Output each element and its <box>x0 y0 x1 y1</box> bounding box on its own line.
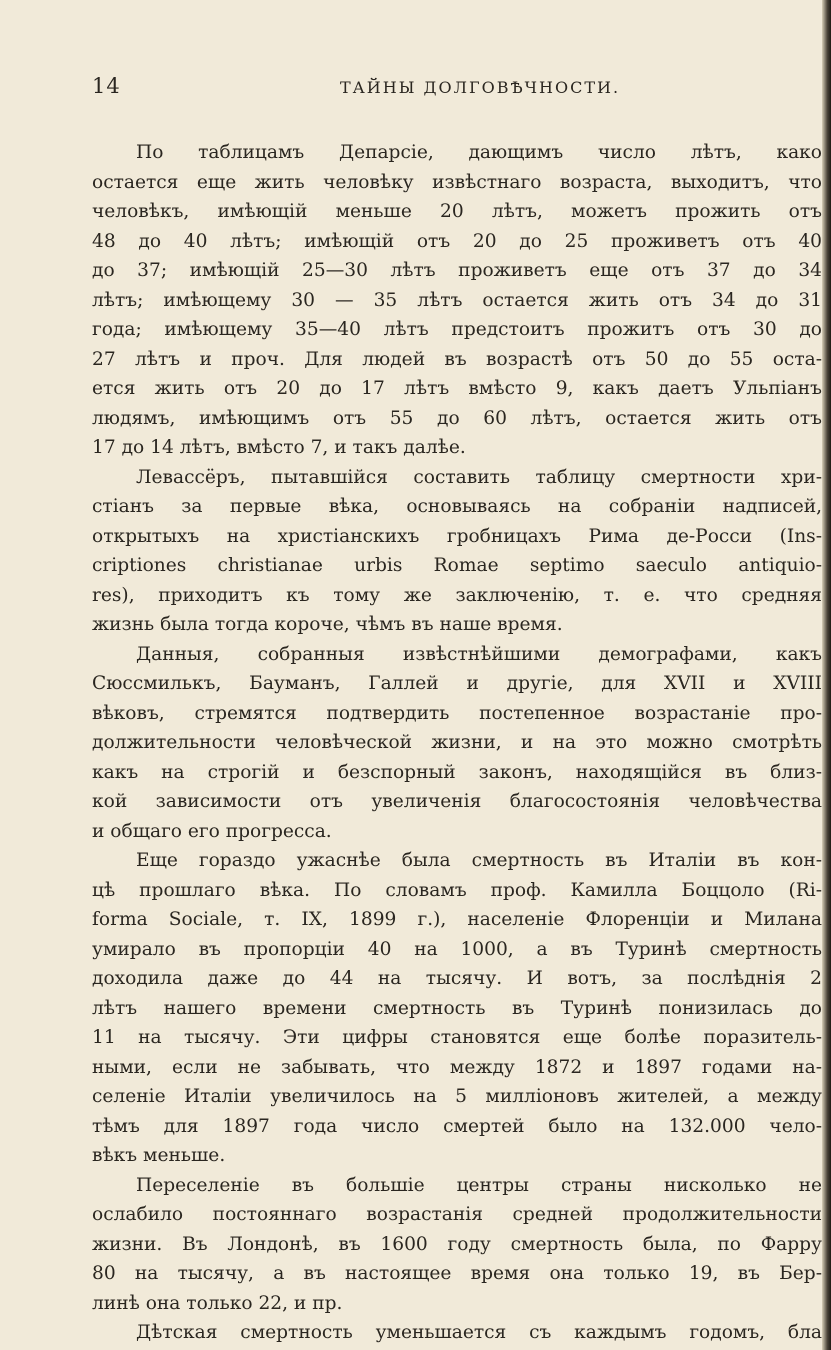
text-line: должительности человѣческой жизни, и на это можно смотрѣть <box>92 732 822 753</box>
text-line: 17 до 14 лѣтъ, вмѣсто 7, и такъ далѣе. <box>92 437 466 458</box>
text-line: ослабило постояннаго возрастанія средней продолжительности <box>92 1204 822 1225</box>
text-line: какъ на строгій и безспорный законъ, находящійся въ близ- <box>92 761 822 783</box>
text-line: Дѣтская смертность уменьшается съ каждымъ годомъ, бла <box>136 1322 822 1343</box>
text-line: 27 лѣтъ и проч. Для людей въ возрастѣ отъ 50 до 55 оста- <box>92 348 822 370</box>
body-text <box>92 138 822 1348</box>
text-line: селеніе Италіи увеличилось на 5 милліоновъ жителей, а между <box>92 1086 822 1107</box>
text-line: Переселеніе въ большіе центры страны нисколько не <box>136 1174 822 1196</box>
text-line: Данныя, собранныя извѣстнѣйшими демографами, какъ <box>136 643 822 665</box>
page-number: 14 <box>92 74 121 98</box>
text-line: цѣ прошлаго вѣка. По словамъ проф. Камилла Боццоло (Ri- <box>92 879 822 901</box>
running-title: ТАЙНЫ ДОЛГОВѢЧНОСТИ. <box>340 78 621 97</box>
page-header <box>92 74 814 104</box>
text-line: открытыхъ на христіанскихъ гробницахъ Рима де-Росси (Ins- <box>92 525 822 547</box>
text-line: вѣковъ, стремятся подтвердить постепенное возрастаніе про- <box>92 702 822 724</box>
text-line: Еще гораздо ужаснѣе была смертность въ Италіи въ кон- <box>136 850 822 871</box>
text-line: По таблицамъ Депарсіе, дающимъ число лѣтъ, како <box>136 142 822 163</box>
text-line: доходила даже до 44 на тысячу. И вотъ, за послѣднія 2 <box>92 968 822 989</box>
page-edge-shadow <box>822 0 831 1350</box>
text-line: до 37; имѣющій 25—30 лѣтъ проживетъ еще отъ 37 до 34 <box>92 260 822 281</box>
text-line: ется жить отъ 20 до 17 лѣтъ вмѣсто 9, какъ даетъ Ульпіанъ <box>92 378 822 399</box>
text-line: res), приходитъ къ тому же заключенію, т. е. что средняя <box>92 584 822 606</box>
text-line: линѣ она только 22, и пр. <box>92 1292 343 1314</box>
text-line: людямъ, имѣющимъ отъ 55 до 60 лѣтъ, остается жить отъ <box>92 407 822 429</box>
text-line: 80 на тысячу, а въ настоящее время она только 19, въ Бер- <box>92 1263 822 1284</box>
text-line: остается еще жить человѣку извѣстнаго возраста, выходитъ, что <box>92 171 822 193</box>
text-line: лѣтъ; имѣющему 30 — 35 лѣтъ остается жить отъ 34 до 31 <box>92 289 822 311</box>
text-line: и общаго его прогресса. <box>92 820 332 842</box>
text-line: Сюссмилькъ, Бауманъ, Галлей и другіе, для XVII и XVIII <box>92 673 822 694</box>
text-line: лѣтъ нашего времени смертность въ Туринѣ понизилась до <box>92 997 822 1019</box>
text-line: ными, если не забывать, что между 1872 и 1897 годами на- <box>92 1056 822 1078</box>
text-line: жизни. Въ Лондонѣ, въ 1600 году смертность была, по Фарру <box>92 1233 822 1255</box>
text-line: кой зависимости отъ увеличенія благосостоянія человѣчества <box>92 791 822 812</box>
text-line: criptiones christianae urbis Romae septimo saeculo antiquio- <box>92 555 822 576</box>
text-line: года; имѣющему 35—40 лѣтъ предстоитъ прожитъ отъ 30 до <box>92 319 822 340</box>
text-line: 48 до 40 лѣтъ; имѣющій отъ 20 до 25 проживетъ отъ 40 <box>92 230 822 252</box>
text-line: 11 на тысячу. Эти цифры становятся еще болѣе поразитель- <box>92 1027 822 1048</box>
text-line: forma Sociale, т. IX, 1899 г.), населеніе Флоренціи и Милана <box>92 909 822 930</box>
text-line: человѣкъ, имѣющій меньше 20 лѣтъ, можетъ прожить отъ <box>92 201 822 222</box>
text-line: Левассёръ, пытавшійся составить таблицу смертности хри- <box>136 466 822 488</box>
text-line: стіанъ за первые вѣка, основываясь на собраніи надписей, <box>92 496 822 517</box>
text-line: умирало въ пропорціи 40 на 1000, а въ Туринѣ смертность <box>92 938 822 960</box>
text-line: тѣмъ для 1897 года число смертей было на 132.000 чело- <box>92 1115 822 1137</box>
text-line: вѣкъ меньше. <box>92 1145 226 1166</box>
text-line: жизнь была тогда короче, чѣмъ въ наше время. <box>92 614 563 635</box>
